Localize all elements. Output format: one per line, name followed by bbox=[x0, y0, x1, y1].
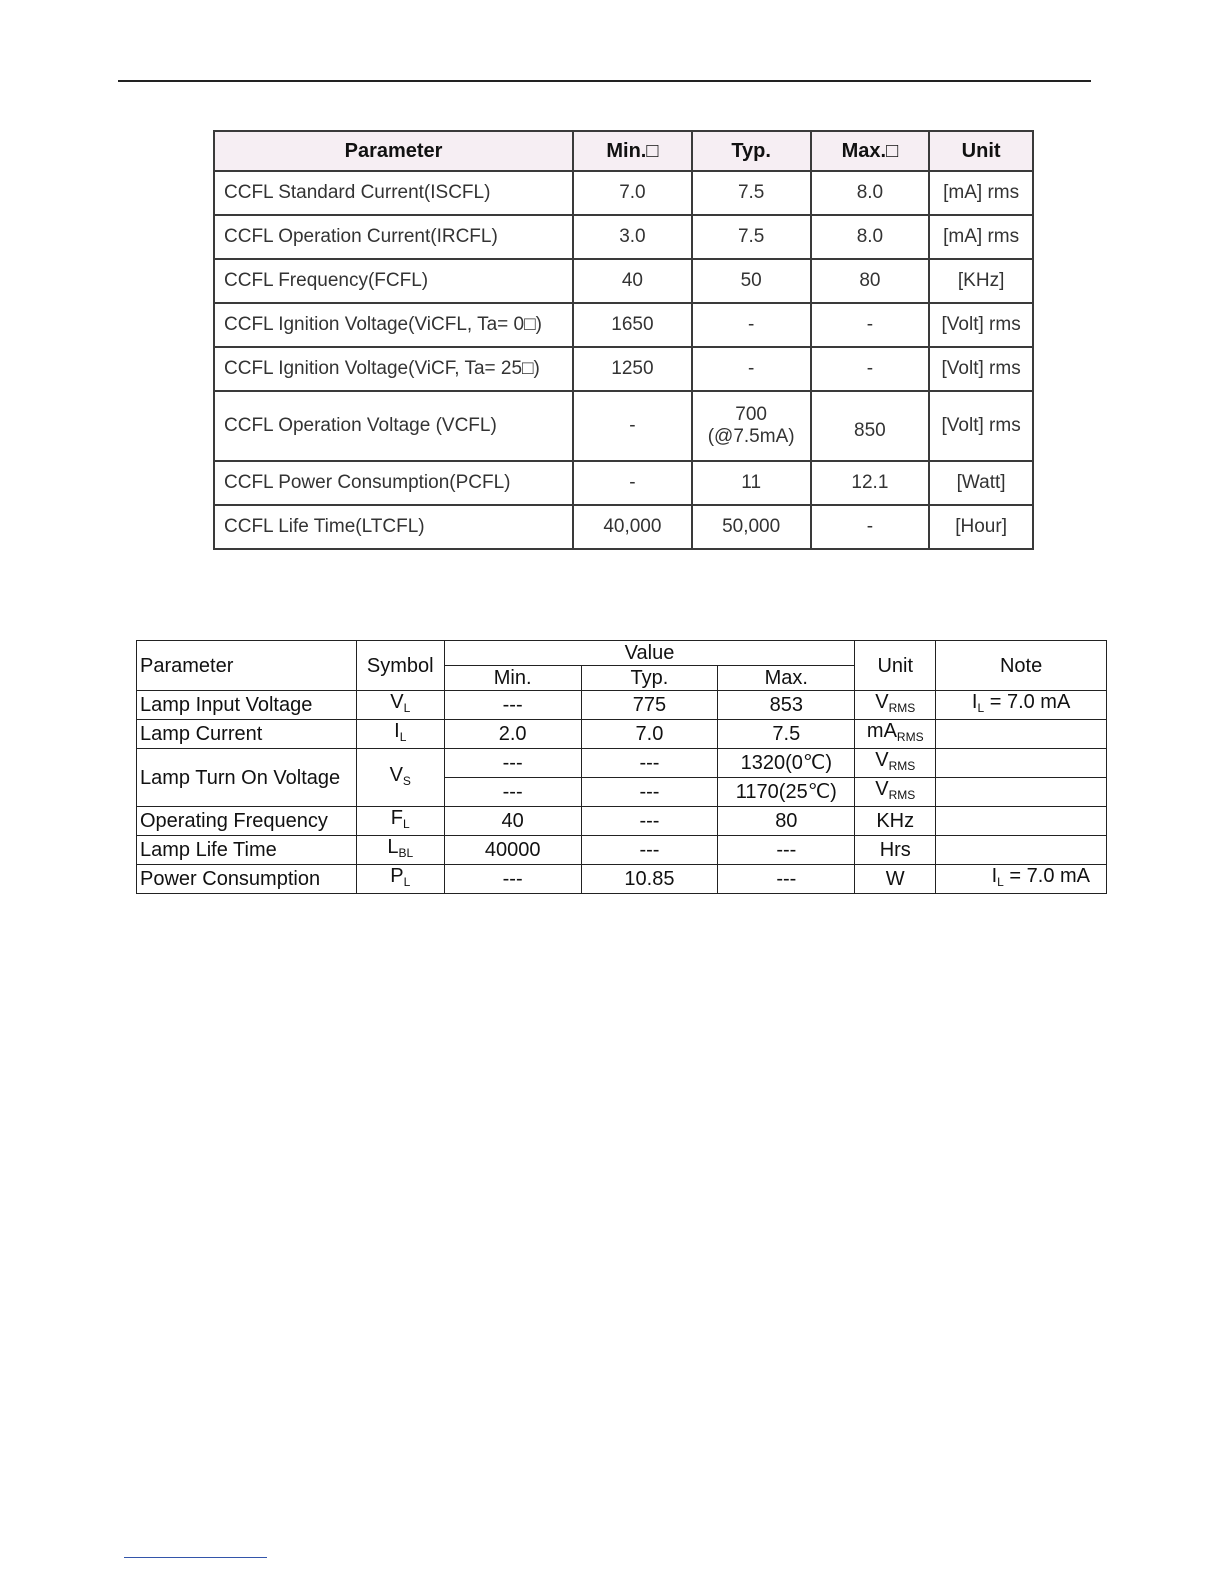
cell-unit: W bbox=[855, 865, 936, 894]
cell-unit: [Volt] rms bbox=[929, 303, 1033, 347]
cell-min: 40,000 bbox=[573, 505, 692, 549]
cell-max: 853 bbox=[718, 691, 855, 720]
note-rest: = 7.0 mA bbox=[984, 691, 1071, 713]
cell-typ: - bbox=[692, 303, 811, 347]
cell-unit bbox=[855, 720, 936, 749]
header-min: Min. bbox=[444, 666, 581, 691]
unit-subscript: RMS bbox=[888, 788, 916, 802]
cell-max: 80 bbox=[718, 807, 855, 836]
cell-unit: [KHz] bbox=[929, 259, 1033, 303]
cell-typ: --- bbox=[581, 836, 718, 865]
header-symbol: Symbol bbox=[356, 641, 444, 691]
cell-parameter: Power Consumption bbox=[137, 865, 357, 894]
footer-rule bbox=[124, 1557, 267, 1558]
symbol-main: F bbox=[390, 807, 404, 829]
cell-unit: [mA] rms bbox=[929, 171, 1033, 215]
cell-typ: 50,000 bbox=[692, 505, 811, 549]
cell-unit: Hrs bbox=[855, 836, 936, 865]
cell-note bbox=[936, 749, 1107, 778]
cell-unit bbox=[855, 778, 936, 807]
cell-min: --- bbox=[444, 691, 581, 720]
cell-min: 40 bbox=[573, 259, 692, 303]
header-value: Value bbox=[444, 641, 855, 666]
note-main: I bbox=[991, 865, 998, 887]
table-row bbox=[214, 303, 1033, 347]
header-max: Max. bbox=[718, 666, 855, 691]
table-row bbox=[137, 691, 1107, 720]
note-main: I bbox=[971, 691, 978, 713]
cell-max: - bbox=[811, 505, 930, 549]
cell-note bbox=[936, 836, 1107, 865]
note-rest: = 7.0 mA bbox=[1003, 865, 1090, 887]
note-subscript: L bbox=[977, 701, 985, 715]
cell-min: 40000 bbox=[444, 836, 581, 865]
cell-min: 7.0 bbox=[573, 171, 692, 215]
cell-typ: 775 bbox=[581, 691, 718, 720]
cell-parameter: CCFL Operation Voltage (VCFL) bbox=[214, 391, 573, 461]
cell-min: 40 bbox=[444, 807, 581, 836]
cell-parameter: Operating Frequency bbox=[137, 807, 357, 836]
symbol-subscript: BL bbox=[398, 846, 414, 860]
cell-max: 8.0 bbox=[811, 215, 930, 259]
symbol-main: P bbox=[390, 865, 404, 887]
table-row bbox=[214, 347, 1033, 391]
cell-max: 1170(25℃) bbox=[718, 778, 855, 807]
cell-note bbox=[936, 720, 1107, 749]
table-row bbox=[137, 836, 1107, 865]
cell-max: 1320(0℃) bbox=[718, 749, 855, 778]
header-min: Min.□ bbox=[573, 131, 692, 171]
symbol-subscript: L bbox=[403, 875, 411, 889]
cell-unit: [Volt] rms bbox=[929, 391, 1033, 461]
cell-min: 1250 bbox=[573, 347, 692, 391]
cell-typ: - bbox=[692, 347, 811, 391]
cell-min: --- bbox=[444, 865, 581, 894]
unit-main: V bbox=[875, 778, 889, 800]
table-row bbox=[137, 720, 1107, 749]
table-row bbox=[137, 749, 1107, 778]
cell-typ: 10.85 bbox=[581, 865, 718, 894]
cell-typ: --- bbox=[581, 807, 718, 836]
symbol-subscript: L bbox=[403, 817, 410, 831]
header-typ: Typ. bbox=[692, 131, 811, 171]
cell-max: 8.0 bbox=[811, 171, 930, 215]
cell-typ-condition: (@7.5mA) bbox=[707, 426, 795, 447]
cell-symbol bbox=[356, 691, 444, 720]
table-row bbox=[214, 505, 1033, 549]
note-subscript: L bbox=[997, 875, 1004, 889]
cell-note bbox=[936, 865, 1107, 894]
cell-typ: 50 bbox=[692, 259, 811, 303]
cell-symbol bbox=[356, 749, 444, 807]
cell-min: 2.0 bbox=[444, 720, 581, 749]
cell-note bbox=[936, 778, 1107, 807]
cell-parameter: CCFL Ignition Voltage(ViCF, Ta= 25□) bbox=[214, 347, 573, 391]
unit-main: mA bbox=[866, 720, 897, 742]
symbol-main: I bbox=[394, 720, 400, 742]
table-row bbox=[214, 461, 1033, 505]
cell-unit: [Hour] bbox=[929, 505, 1033, 549]
cell-parameter: CCFL Life Time(LTCFL) bbox=[214, 505, 573, 549]
unit-main: V bbox=[875, 691, 889, 713]
cell-min: --- bbox=[444, 778, 581, 807]
cell-min: 3.0 bbox=[573, 215, 692, 259]
symbol-main: L bbox=[387, 836, 399, 858]
cell-parameter: Lamp Input Voltage bbox=[137, 691, 357, 720]
unit-subscript: RMS bbox=[888, 701, 916, 715]
table-header-row bbox=[214, 131, 1033, 171]
cell-min: - bbox=[573, 461, 692, 505]
cell-typ: --- bbox=[581, 749, 718, 778]
cell-unit: [mA] rms bbox=[929, 215, 1033, 259]
cell-max: 7.5 bbox=[718, 720, 855, 749]
cell-min: 1650 bbox=[573, 303, 692, 347]
header-parameter: Parameter bbox=[137, 641, 357, 691]
header-note: Note bbox=[936, 641, 1107, 691]
cell-parameter: CCFL Power Consumption(PCFL) bbox=[214, 461, 573, 505]
table-row bbox=[137, 865, 1107, 894]
cell-typ-value: 700 bbox=[735, 404, 767, 425]
table-row bbox=[214, 215, 1033, 259]
cell-parameter: CCFL Frequency(FCFL) bbox=[214, 259, 573, 303]
symbol-subscript: S bbox=[402, 773, 411, 788]
cell-min: --- bbox=[444, 749, 581, 778]
unit-subscript: RMS bbox=[888, 759, 916, 773]
cell-parameter: Lamp Current bbox=[137, 720, 357, 749]
cell-max: - bbox=[811, 347, 930, 391]
cell-note bbox=[936, 691, 1107, 720]
cell-typ: --- bbox=[581, 778, 718, 807]
symbol-subscript: L bbox=[399, 730, 407, 744]
table-header-row bbox=[137, 641, 1107, 666]
cell-parameter: Lamp Turn On Voltage bbox=[137, 749, 357, 807]
cell-unit bbox=[855, 691, 936, 720]
cell-parameter: CCFL Ignition Voltage(ViCFL, Ta= 0□) bbox=[214, 303, 573, 347]
cell-symbol bbox=[356, 807, 444, 836]
header-max: Max.□ bbox=[811, 131, 930, 171]
cell-min: - bbox=[573, 391, 692, 461]
header-typ: Typ. bbox=[581, 666, 718, 691]
symbol-main: V bbox=[389, 763, 403, 786]
unit-main: V bbox=[875, 749, 889, 771]
cell-typ: 7.5 bbox=[692, 171, 811, 215]
header-parameter: Parameter bbox=[214, 131, 573, 171]
cell-typ: 11 bbox=[692, 461, 811, 505]
table-row bbox=[214, 259, 1033, 303]
cell-symbol bbox=[356, 720, 444, 749]
cell-parameter: Lamp Life Time bbox=[137, 836, 357, 865]
unit-subscript: RMS bbox=[896, 730, 924, 744]
cell-unit: [Watt] bbox=[929, 461, 1033, 505]
cell-note bbox=[936, 807, 1107, 836]
lamp-spec-table bbox=[136, 640, 1107, 894]
cell-symbol bbox=[356, 836, 444, 865]
table-row bbox=[214, 171, 1033, 215]
cell-max: 80 bbox=[811, 259, 930, 303]
table-row bbox=[137, 807, 1107, 836]
cell-unit bbox=[855, 749, 936, 778]
cell-parameter: CCFL Standard Current(ISCFL) bbox=[214, 171, 573, 215]
cell-max: --- bbox=[718, 836, 855, 865]
ccfl-spec-table bbox=[213, 130, 1034, 550]
cell-unit: KHz bbox=[855, 807, 936, 836]
cell-typ: 7.5 bbox=[692, 215, 811, 259]
header-unit: Unit bbox=[855, 641, 936, 691]
cell-typ: 7.0 bbox=[581, 720, 718, 749]
cell-symbol bbox=[356, 865, 444, 894]
cell-max: - bbox=[811, 303, 930, 347]
cell-max: 12.1 bbox=[811, 461, 930, 505]
cell-max: 850 bbox=[811, 391, 930, 461]
header-rule bbox=[118, 80, 1091, 82]
header-unit: Unit bbox=[929, 131, 1033, 171]
symbol-subscript: L bbox=[403, 701, 411, 715]
cell-typ bbox=[692, 391, 811, 461]
cell-unit: [Volt] rms bbox=[929, 347, 1033, 391]
cell-max: --- bbox=[718, 865, 855, 894]
cell-parameter: CCFL Operation Current(IRCFL) bbox=[214, 215, 573, 259]
symbol-main: V bbox=[390, 691, 404, 713]
table-row bbox=[214, 391, 1033, 461]
